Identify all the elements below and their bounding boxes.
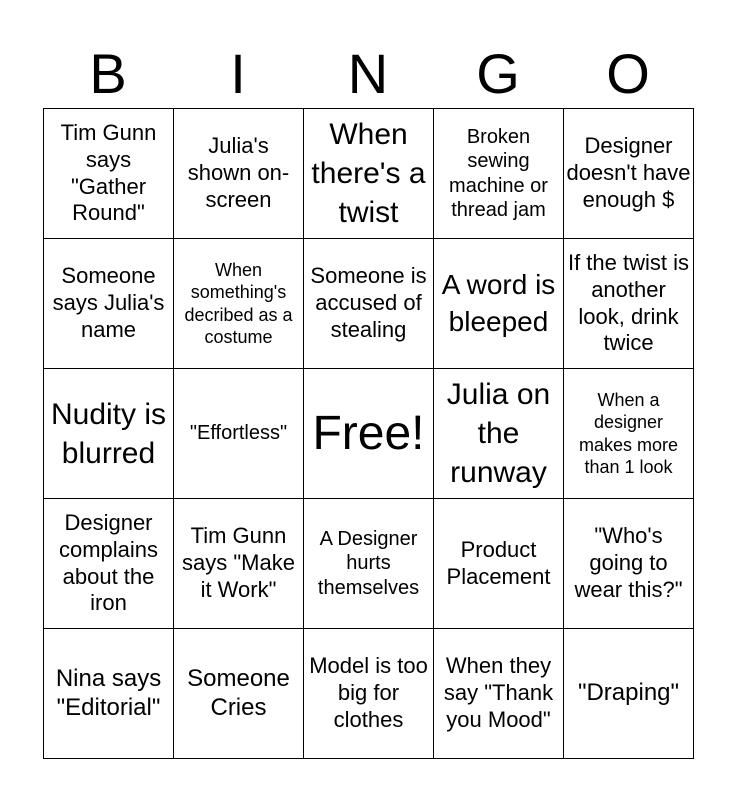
bingo-cell[interactable]: When they say "Thank you Mood"	[434, 629, 564, 759]
bingo-cell[interactable]: A Designer hurts themselves	[304, 499, 434, 629]
bingo-row-3	[44, 369, 694, 499]
bingo-cell[interactable]: Julia's shown on-screen	[174, 109, 304, 239]
bingo-cell[interactable]: Nudity is blurred	[44, 369, 174, 499]
bingo-cell[interactable]: Designer complains about the iron	[44, 499, 174, 629]
bingo-row-4	[44, 499, 694, 629]
bingo-cell[interactable]: Tim Gunn says "Make it Work"	[174, 499, 304, 629]
bingo-cell[interactable]: Nina says "Editorial"	[44, 629, 174, 759]
bingo-cell[interactable]: When a designer makes more than 1 look	[564, 369, 694, 499]
bingo-cell[interactable]: Broken sewing machine or thread jam	[434, 109, 564, 239]
bingo-row-1	[44, 109, 694, 239]
header-letter-i: I	[230, 42, 246, 105]
bingo-cell[interactable]: "Who's going to wear this?"	[564, 499, 694, 629]
bingo-cell[interactable]: Tim Gunn says "Gather Round"	[44, 109, 174, 239]
bingo-cell[interactable]: When something's decribed as a costume	[174, 239, 304, 369]
free-space-cell[interactable]: Free!	[304, 369, 434, 499]
header-letter-o: O	[606, 42, 650, 105]
bingo-cell[interactable]: Someone Cries	[174, 629, 304, 759]
bingo-cell[interactable]: Designer doesn't have enough $	[564, 109, 694, 239]
header-letter-g: G	[476, 42, 520, 105]
bingo-cell[interactable]: Someone is accused of stealing	[304, 239, 434, 369]
bingo-cell[interactable]: Someone says Julia's name	[44, 239, 174, 369]
header-letter-n: N	[347, 42, 389, 105]
header-letter-b: B	[89, 42, 127, 105]
bingo-card	[43, 108, 694, 759]
bingo-cell[interactable]: When there's a twist	[304, 109, 434, 239]
bingo-row-2	[44, 239, 694, 369]
bingo-cell[interactable]: "Draping"	[564, 629, 694, 759]
bingo-cell[interactable]: Model is too big for clothes	[304, 629, 434, 759]
bingo-cell[interactable]: "Effortless"	[174, 369, 304, 499]
bingo-row-5	[44, 629, 694, 759]
bingo-cell[interactable]: If the twist is another look, drink twice	[564, 239, 694, 369]
bingo-cell[interactable]: Product Placement	[434, 499, 564, 629]
bingo-cell[interactable]: Julia on the runway	[434, 369, 564, 499]
bingo-cell[interactable]: A word is bleeped	[434, 239, 564, 369]
bingo-header	[43, 40, 693, 108]
